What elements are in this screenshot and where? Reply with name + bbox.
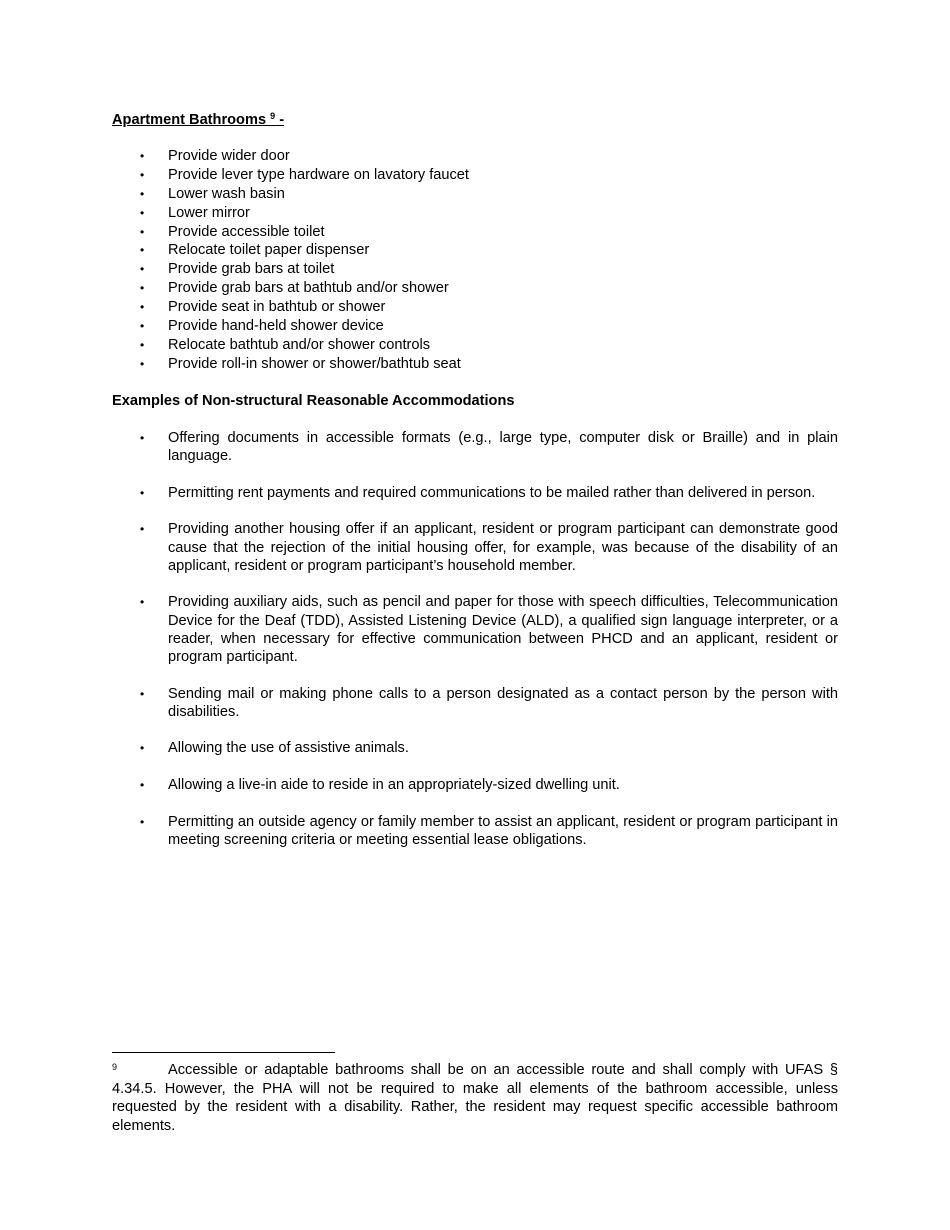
bullet-icon: • [140, 356, 145, 371]
list-item-text: Allowing the use of assistive animals. [168, 740, 409, 757]
list-item-text: Provide seat in bathtub or shower [168, 299, 386, 316]
bullet-icon: • [140, 205, 145, 220]
list-item [0, 279, 950, 298]
list-item [0, 685, 950, 721]
footnote [112, 1061, 838, 1135]
section-heading-non-structural: Examples of Non-structural Reasonable Accommodations [112, 393, 515, 409]
section-heading-suffix: - [275, 112, 285, 128]
footnote-reference[interactable]: 9 [270, 111, 276, 121]
list-item [0, 776, 950, 794]
bullet-icon: • [140, 595, 145, 610]
bullet-icon: • [140, 337, 145, 352]
list-item [0, 166, 950, 185]
bullet-icon: • [140, 686, 145, 701]
bathroom-modifications-list [0, 147, 950, 374]
list-item-text: Permitting an outside agency or family member to assist an applicant, resident or program participant in meeting screening criteria or meeting essential lease obligations. [168, 813, 838, 848]
list-item-text: Allowing a live-in aide to reside in an appropriately-sized dwelling unit. [168, 776, 620, 793]
list-item-text: Provide accessible toilet [168, 223, 325, 240]
list-item [0, 223, 950, 242]
list-item-text: Sending mail or making phone calls to a person designated as a contact person by the person with disabilities. [168, 685, 838, 720]
bullet-icon: • [140, 243, 145, 258]
list-item-text: Permitting rent payments and required communications to be mailed rather than delivered in person. [168, 484, 816, 501]
bullet-icon: • [140, 522, 145, 537]
list-item [0, 355, 950, 374]
list-item-text: Provide wider door [168, 148, 290, 164]
list-item-text: Provide hand-held shower device [168, 318, 384, 335]
list-item [0, 317, 950, 336]
list-item [0, 593, 950, 666]
list-item-text: Relocate toilet paper dispenser [168, 242, 370, 259]
bullet-icon: • [140, 741, 145, 756]
section-heading-text: Apartment Bathrooms [112, 112, 271, 128]
list-item-text: Offering documents in accessible formats (e.g., large type, computer disk or Braille) and in plain language. [168, 430, 838, 465]
footnote-number: 9 [112, 1062, 118, 1072]
list-item [0, 185, 950, 204]
bullet-icon: • [140, 777, 145, 792]
list-item [0, 204, 950, 223]
list-item [0, 298, 950, 317]
bullet-icon: • [140, 224, 145, 239]
list-item [0, 241, 950, 260]
section-heading-apartment-bathrooms [112, 111, 284, 130]
accommodations-list [0, 429, 950, 867]
list-item-text: Lower mirror [168, 204, 250, 221]
bullet-icon: • [140, 431, 145, 445]
list-item-text: Providing auxiliary aids, such as pencil and paper for those with speech difficulties, Telecommunication Device for the Deaf (TDD), Assisted Listening Device (ALD), a qualified sign language interpreter, or a reader, when necessary for effective communication between PHCD and an applicant, resident or program participant. [168, 594, 838, 665]
list-item-text: Relocate bathtub and/or shower controls [168, 336, 431, 353]
bullet-icon: • [140, 319, 145, 334]
bullet-icon: • [140, 300, 145, 315]
list-item-text: Provide grab bars at toilet [168, 261, 335, 278]
bullet-icon: • [140, 814, 145, 829]
list-item-text: Lower wash basin [168, 185, 285, 202]
list-item [0, 336, 950, 355]
list-item [0, 260, 950, 279]
list-item [0, 147, 950, 166]
list-item [0, 813, 950, 849]
footnote-text: Accessible or adaptable bathrooms shall be on an accessible route and shall comply with UFAS § 4.34.5. However, the PHA will not be required to make all elements of the bathroom accessible, unless requested by the resident with a disability. Rather, the resident may request specific accessible bathroom elements. [112, 1062, 838, 1134]
bullet-icon: • [140, 167, 145, 182]
list-item [0, 739, 950, 757]
bullet-icon: • [140, 149, 145, 163]
list-item-text: Providing another housing offer if an applicant, resident or program participant can demonstrate good cause that the rejection of the initial housing offer, for example, was because of the disability of an applicant, resident or program participant’s household member. [168, 521, 838, 574]
bullet-icon: • [140, 186, 145, 201]
bullet-icon: • [140, 485, 145, 500]
list-item-text: Provide roll-in shower or shower/bathtub seat [168, 355, 461, 372]
list-item-text: Provide grab bars at bathtub and/or shower [168, 280, 449, 297]
bullet-icon: • [140, 281, 145, 296]
bullet-icon: • [140, 262, 145, 277]
list-item [0, 484, 950, 502]
list-item [0, 429, 950, 465]
list-item [0, 520, 950, 575]
footnote-divider [112, 1052, 335, 1053]
list-item-text: Provide lever type hardware on lavatory faucet [168, 166, 469, 183]
